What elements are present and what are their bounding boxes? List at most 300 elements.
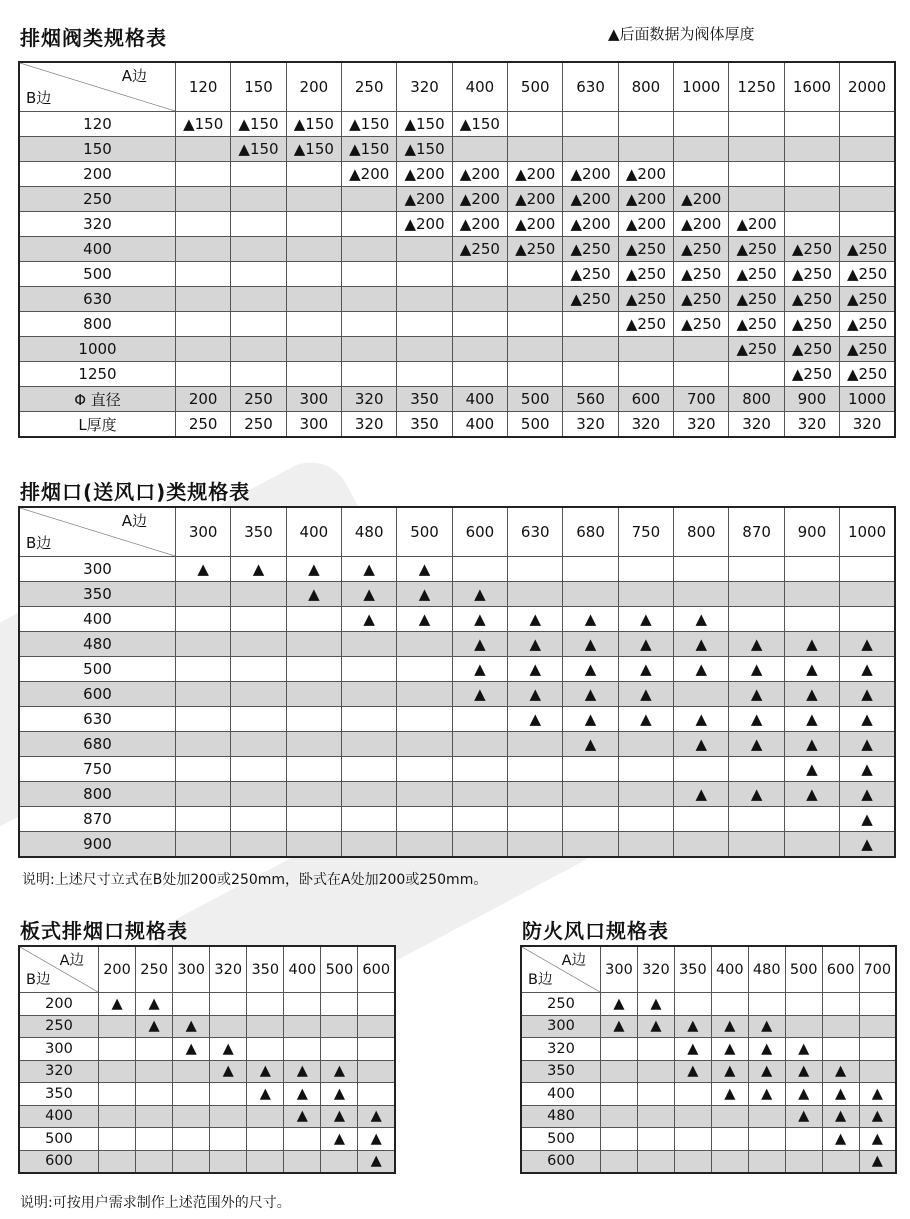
table-cell: ▲: [840, 832, 895, 858]
table-cell: [452, 707, 507, 732]
table-cell: ▲: [748, 1083, 785, 1106]
table-row: [19, 187, 895, 212]
row-label: 200: [19, 162, 176, 187]
column-header: 500: [321, 946, 358, 993]
table-cell: [397, 757, 452, 782]
table-cell: 600: [618, 387, 673, 412]
table-cell: 320: [674, 412, 729, 438]
table-cell: [674, 682, 729, 707]
row-label: Φ 直径: [19, 387, 176, 412]
table-cell: [284, 993, 321, 1016]
table-cell: ▲: [674, 732, 729, 757]
table-cell: [231, 732, 286, 757]
row-label: 500: [19, 657, 176, 682]
table-cell: [173, 1150, 210, 1173]
table-cell: [508, 287, 563, 312]
table-cell: [231, 287, 286, 312]
table-cell: 300: [286, 412, 341, 438]
table-cell: ▲: [601, 1015, 638, 1038]
column-header: 500: [508, 62, 563, 112]
row-label: 320: [19, 212, 176, 237]
table-cell: ▲: [342, 582, 397, 607]
table-cell: [637, 1105, 674, 1128]
table-cell: 320: [342, 412, 397, 438]
table-cell: [618, 832, 673, 858]
table2-note: 说明:上述尺寸立式在B处加200或250mm，卧式在A处加200或250mm。: [22, 872, 488, 888]
table-cell: [637, 1128, 674, 1151]
table-cell: [859, 993, 896, 1016]
table-cell: ▲: [859, 1105, 896, 1128]
table-cell: 700: [674, 387, 729, 412]
table-cell: ▲: [508, 607, 563, 632]
table-cell: 900: [784, 387, 839, 412]
table-cell: ▲: [563, 682, 618, 707]
table-cell: [784, 162, 839, 187]
table-cell: [618, 782, 673, 807]
corner-note: ▲后面数据为阀体厚度: [608, 25, 755, 43]
table-cell: ▲: [711, 1038, 748, 1061]
table-cell: [286, 707, 341, 732]
table-cell: [284, 1150, 321, 1173]
table-cell: [176, 262, 231, 287]
table-cell: [674, 993, 711, 1016]
table-cell: [508, 582, 563, 607]
table-cell: [286, 682, 341, 707]
table-cell: [508, 832, 563, 858]
row-label: 300: [19, 557, 176, 582]
table-cell: [210, 1105, 247, 1128]
table-cell: [136, 1038, 173, 1061]
table-cell: [231, 582, 286, 607]
table-cell: ▲: [674, 707, 729, 732]
table-cell: 320: [784, 412, 839, 438]
table-cell: [173, 993, 210, 1016]
table-cell: [99, 1128, 136, 1151]
table-cell: [231, 162, 286, 187]
table-cell: ▲: [637, 993, 674, 1016]
table-cell: [231, 782, 286, 807]
table-row: [19, 212, 895, 237]
table-row: [19, 993, 395, 1016]
table-cell: ▲: [247, 1083, 284, 1106]
table-cell: [452, 782, 507, 807]
table-cell: [284, 1015, 321, 1038]
table-cell: [136, 1128, 173, 1151]
row-label: L厚度: [19, 412, 176, 438]
column-header: 630: [508, 507, 563, 557]
b-edge-label: B边: [26, 534, 52, 552]
table-row: [521, 1128, 896, 1151]
table-cell: ▲: [785, 1038, 822, 1061]
row-label: 480: [521, 1105, 601, 1128]
table-cell: ▲: [358, 1150, 395, 1173]
column-header: 300: [601, 946, 638, 993]
a-edge-label: A边: [561, 953, 586, 969]
row-label: 150: [19, 137, 176, 162]
row-label: 500: [19, 262, 176, 287]
a-edge-label: A边: [121, 512, 147, 530]
table-cell: [784, 557, 839, 582]
table-cell: [231, 757, 286, 782]
table-cell: [176, 212, 231, 237]
table-cell: ▲: [321, 1083, 358, 1106]
table-cell: [176, 632, 231, 657]
table-cell: ▲: [321, 1128, 358, 1151]
table-cell: [840, 607, 895, 632]
table-cell: [674, 112, 729, 137]
table-cell: [729, 832, 784, 858]
table-cell: [136, 1105, 173, 1128]
table-cell: ▲: [784, 632, 839, 657]
table-cell: [508, 362, 563, 387]
b-edge-label: B边: [528, 972, 553, 988]
table-cell: [452, 807, 507, 832]
table-cell: [286, 832, 341, 858]
column-header: 1600: [784, 62, 839, 112]
table-cell: ▲: [748, 1038, 785, 1061]
a-edge-label: A边: [59, 953, 84, 969]
table-cell: [397, 682, 452, 707]
table-cell: [563, 757, 618, 782]
table-cell: [711, 1128, 748, 1151]
table-cell: ▲250: [784, 312, 839, 337]
table-cell: [748, 993, 785, 1016]
table-row: [19, 362, 895, 387]
table-cell: [173, 1083, 210, 1106]
table-cell: ▲150: [231, 112, 286, 137]
table-row: [19, 607, 895, 632]
table-cell: [99, 1105, 136, 1128]
table-cell: ▲: [674, 1015, 711, 1038]
table-cell: ▲: [358, 1128, 395, 1151]
table-cell: ▲: [822, 1128, 859, 1151]
footer-note: 说明:可按用户需求制作上述范围外的尺寸。: [20, 1195, 291, 1211]
table-cell: ▲200: [508, 162, 563, 187]
table-cell: [358, 1083, 395, 1106]
table-cell: ▲: [840, 682, 895, 707]
table-cell: ▲: [674, 607, 729, 632]
column-header: 200: [99, 946, 136, 993]
table-cell: [136, 1060, 173, 1083]
table-cell: [674, 1083, 711, 1106]
table-cell: [321, 1150, 358, 1173]
table-cell: ▲250: [452, 237, 507, 262]
table-cell: [674, 757, 729, 782]
table-cell: ▲200: [452, 162, 507, 187]
column-header: 400: [284, 946, 321, 993]
table-cell: ▲: [508, 707, 563, 732]
column-header: 320: [210, 946, 247, 993]
table-cell: ▲: [231, 557, 286, 582]
table-cell: [342, 682, 397, 707]
table-row: [19, 757, 895, 782]
table-cell: ▲200: [618, 162, 673, 187]
table-cell: [210, 1015, 247, 1038]
table-cell: ▲: [342, 607, 397, 632]
table-row: [19, 832, 895, 858]
table-row: [521, 1038, 896, 1061]
row-label: 250: [19, 1015, 99, 1038]
plate-smoke-outlet-spec-table: [18, 945, 396, 1174]
table-cell: ▲250: [840, 287, 895, 312]
row-label: 750: [19, 757, 176, 782]
table-cell: ▲: [822, 1105, 859, 1128]
table-cell: [136, 1150, 173, 1173]
table-cell: [508, 807, 563, 832]
table-row: [19, 682, 895, 707]
table-cell: ▲250: [674, 237, 729, 262]
table-cell: ▲: [711, 1083, 748, 1106]
table-cell: ▲: [452, 607, 507, 632]
table-cell: ▲: [840, 807, 895, 832]
table-cell: 300: [286, 387, 341, 412]
table-row: [19, 162, 895, 187]
table-cell: [284, 1038, 321, 1061]
table-cell: [674, 1150, 711, 1173]
table-cell: [840, 162, 895, 187]
column-header: 400: [452, 62, 507, 112]
table-cell: [674, 162, 729, 187]
table-cell: ▲250: [840, 237, 895, 262]
table-cell: [358, 1060, 395, 1083]
table-cell: [176, 237, 231, 262]
table-cell: [840, 137, 895, 162]
table-cell: ▲250: [618, 237, 673, 262]
table-cell: ▲: [618, 682, 673, 707]
table-cell: [286, 187, 341, 212]
table-cell: [342, 707, 397, 732]
table-cell: [286, 607, 341, 632]
column-header: 600: [358, 946, 395, 993]
table-cell: ▲: [674, 1060, 711, 1083]
table-cell: [840, 582, 895, 607]
table-cell: 320: [729, 412, 784, 438]
row-label: 870: [19, 807, 176, 832]
row-label: 1250: [19, 362, 176, 387]
table-cell: [342, 832, 397, 858]
table-cell: [397, 657, 452, 682]
table-cell: [231, 682, 286, 707]
table-cell: ▲150: [231, 137, 286, 162]
table-cell: [563, 112, 618, 137]
table-cell: [176, 337, 231, 362]
column-header: 900: [784, 507, 839, 557]
table-row: [19, 707, 895, 732]
table-cell: [729, 137, 784, 162]
table-cell: ▲: [840, 732, 895, 757]
table-cell: [397, 807, 452, 832]
table-cell: ▲200: [618, 212, 673, 237]
table-cell: [99, 1038, 136, 1061]
table-cell: ▲: [822, 1083, 859, 1106]
table-cell: [176, 362, 231, 387]
table-cell: [711, 1150, 748, 1173]
table-cell: ▲: [748, 1060, 785, 1083]
table-row: [19, 137, 895, 162]
row-label: 800: [19, 782, 176, 807]
table-cell: 320: [563, 412, 618, 438]
table-cell: [286, 732, 341, 757]
row-label: 400: [19, 1105, 99, 1128]
table-cell: [601, 1105, 638, 1128]
table-cell: [358, 1038, 395, 1061]
table-cell: [286, 362, 341, 387]
table-cell: [247, 1128, 284, 1151]
table-cell: [247, 1038, 284, 1061]
table-cell: [176, 607, 231, 632]
b-edge-label: B边: [26, 89, 52, 107]
table-cell: ▲: [508, 657, 563, 682]
smoke-outlet-spec-table: [18, 506, 896, 858]
table-cell: [784, 212, 839, 237]
table-cell: ▲200: [397, 212, 452, 237]
table-cell: [859, 1015, 896, 1038]
table-cell: 350: [397, 412, 452, 438]
table-cell: ▲150: [286, 112, 341, 137]
table-cell: [397, 262, 452, 287]
table-cell: [601, 1038, 638, 1061]
table-cell: ▲200: [563, 212, 618, 237]
table-cell: [176, 757, 231, 782]
table-cell: ▲: [784, 782, 839, 807]
table-cell: [508, 757, 563, 782]
table-cell: ▲250: [674, 262, 729, 287]
table-cell: ▲: [563, 732, 618, 757]
table-cell: [637, 1060, 674, 1083]
table-cell: ▲200: [563, 162, 618, 187]
corner-header-cell: [19, 946, 99, 993]
column-header: 800: [618, 62, 673, 112]
table2-title: 排烟口(送风口)类规格表: [20, 480, 251, 504]
table-cell: ▲200: [729, 212, 784, 237]
table-row: [19, 1015, 395, 1038]
table-cell: [286, 632, 341, 657]
table-cell: [286, 287, 341, 312]
table-cell: ▲: [840, 757, 895, 782]
table-cell: [342, 782, 397, 807]
row-label: 320: [521, 1038, 601, 1061]
table-cell: [176, 782, 231, 807]
table-cell: ▲200: [342, 162, 397, 187]
table-cell: ▲: [286, 557, 341, 582]
table-cell: [508, 337, 563, 362]
row-label: 200: [19, 993, 99, 1016]
table-cell: [173, 1105, 210, 1128]
table-cell: [674, 1128, 711, 1151]
row-label: 800: [19, 312, 176, 337]
table-cell: [822, 1015, 859, 1038]
table-cell: [397, 237, 452, 262]
table-cell: [674, 362, 729, 387]
table-cell: [508, 732, 563, 757]
table-cell: ▲250: [618, 312, 673, 337]
table-cell: ▲150: [176, 112, 231, 137]
table-cell: [231, 337, 286, 362]
table-row: [521, 1105, 896, 1128]
table-row: [19, 412, 895, 438]
table-cell: [563, 582, 618, 607]
table-row: [521, 1083, 896, 1106]
table-cell: [397, 312, 452, 337]
table-cell: [563, 782, 618, 807]
table-cell: [247, 1015, 284, 1038]
table-cell: [729, 607, 784, 632]
table-cell: 200: [176, 387, 231, 412]
table-cell: ▲: [822, 1060, 859, 1083]
table-cell: ▲: [785, 1083, 822, 1106]
table-cell: [342, 287, 397, 312]
row-label: 400: [521, 1083, 601, 1106]
table-row: [19, 1150, 395, 1173]
table-cell: [563, 337, 618, 362]
row-label: 250: [19, 187, 176, 212]
table-cell: [729, 557, 784, 582]
row-label: 250: [521, 993, 601, 1016]
table-row: [19, 732, 895, 757]
table-cell: [176, 287, 231, 312]
table-cell: ▲: [397, 557, 452, 582]
table-cell: ▲: [618, 632, 673, 657]
table-cell: [231, 807, 286, 832]
table-cell: [176, 187, 231, 212]
table-cell: 320: [618, 412, 673, 438]
row-label: 900: [19, 832, 176, 858]
table-cell: [563, 362, 618, 387]
table-cell: [173, 1128, 210, 1151]
table-cell: [618, 557, 673, 582]
table-row: [19, 312, 895, 337]
table-cell: ▲200: [508, 212, 563, 237]
table-cell: [784, 582, 839, 607]
table-cell: 500: [508, 412, 563, 438]
table-cell: ▲250: [729, 287, 784, 312]
table-row: [521, 1060, 896, 1083]
table-cell: ▲: [210, 1038, 247, 1061]
column-header: 300: [173, 946, 210, 993]
table-cell: [342, 337, 397, 362]
table-cell: ▲200: [674, 212, 729, 237]
table-cell: ▲: [247, 1060, 284, 1083]
table-cell: ▲: [859, 1128, 896, 1151]
table-cell: [785, 1150, 822, 1173]
row-label: 480: [19, 632, 176, 657]
table-cell: [231, 212, 286, 237]
column-header: 400: [711, 946, 748, 993]
table-cell: ▲: [452, 632, 507, 657]
table-cell: [342, 237, 397, 262]
table-cell: ▲: [784, 682, 839, 707]
table-cell: ▲: [321, 1060, 358, 1083]
table-cell: [508, 137, 563, 162]
column-header: 1250: [729, 62, 784, 112]
table-cell: [601, 1060, 638, 1083]
table-cell: [231, 362, 286, 387]
table-cell: [711, 1105, 748, 1128]
table-cell: [822, 1150, 859, 1173]
table-cell: ▲250: [729, 237, 784, 262]
b-edge-label: B边: [26, 972, 51, 988]
table-cell: [729, 162, 784, 187]
table-cell: [342, 657, 397, 682]
table-cell: [397, 337, 452, 362]
table-cell: ▲200: [563, 187, 618, 212]
table-cell: [342, 262, 397, 287]
table-cell: [729, 112, 784, 137]
table-cell: [674, 1105, 711, 1128]
table-cell: [397, 832, 452, 858]
table-cell: [210, 993, 247, 1016]
table-cell: [231, 237, 286, 262]
